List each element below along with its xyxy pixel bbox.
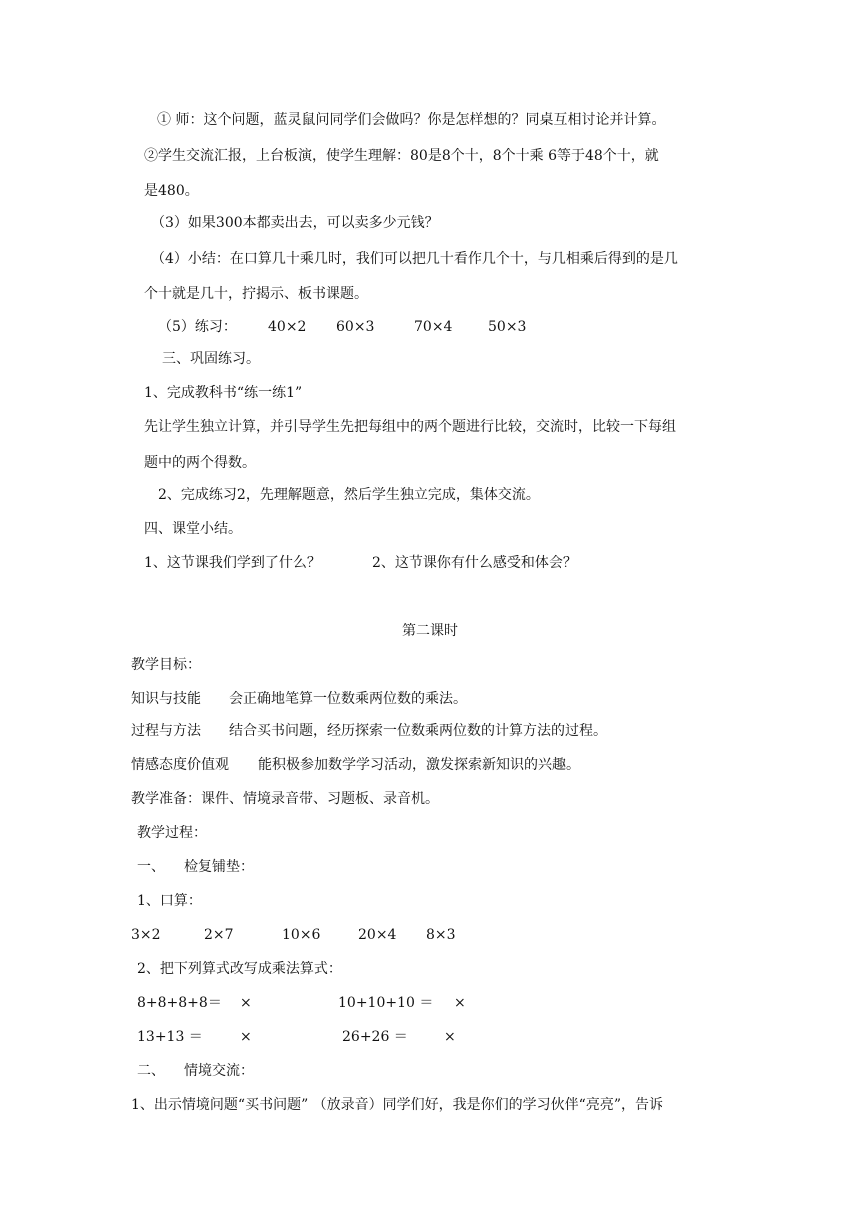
rewrite-expression: 10+10+10 ＝ (338, 995, 434, 1011)
section-number: 一、 (137, 859, 165, 875)
objective-label: 知识与技能 (131, 691, 201, 707)
practice-item: 40×2 (268, 319, 307, 335)
rewrite-expression: 8+8+8+8＝ (137, 995, 222, 1011)
oral-calc-item: 20×4 (358, 927, 397, 943)
objective-label: 过程与方法 (131, 723, 201, 739)
section-heading: 四、课堂小结。 (144, 521, 242, 537)
paragraph-line: 2、把下列算式改写成乘法算式： (137, 961, 342, 977)
multiply-blank: × (240, 995, 252, 1011)
paragraph-line: 题中的两个得数。 (144, 455, 256, 471)
preparation-line: 教学准备：课件、情境录音带、习题板、录音机。 (131, 791, 439, 807)
practice-item: 70×4 (414, 319, 453, 335)
summary-question: 2、这节课你有什么感受和体会？ (372, 555, 577, 571)
practice-label: （5）练习： (158, 319, 237, 335)
objective-label: 情感态度价值观 (131, 757, 229, 773)
section-heading: 三、巩固练习。 (162, 351, 260, 367)
paragraph-line: （4）小结：在口算几十乘几时，我们可以把几十看作几个十，与几相乘后得到的是几 (151, 251, 678, 267)
multiply-blank: × (454, 995, 466, 1011)
paragraph-line: 先让学生独立计算，并引导学生先把每组中的两个题进行比较，交流时，比较一下每组 (144, 419, 676, 435)
section-number: 二、 (137, 1063, 165, 1079)
objective-text: 能积极参加数学学习活动，激发探索新知识的兴趣。 (258, 757, 580, 773)
rewrite-expression: 13+13 ＝ (137, 1029, 203, 1045)
objective-text: 会正确地笔算一位数乘两位数的乘法。 (229, 691, 467, 707)
oral-calc-item: 3×2 (131, 927, 161, 943)
section-title: 检复铺垫： (184, 859, 254, 875)
practice-item: 50×3 (488, 319, 527, 335)
paragraph-line: 2、完成练习2，先理解题意，然后学生独立完成，集体交流。 (158, 487, 540, 503)
oral-calc-item: 10×6 (282, 927, 321, 943)
paragraph-line: 1、出示情境问题“买书问题” （放录音）同学们好，我是你们的学习伙伴“亮亮”，告诉 (131, 1097, 663, 1113)
section-title: 情境交流： (184, 1063, 254, 1079)
rewrite-expression: 26+26 ＝ (342, 1029, 408, 1045)
paragraph-line: 1、口算： (137, 893, 202, 909)
paragraph-line: 是480。 (144, 183, 199, 199)
paragraph-line: （3）如果300本都卖出去，可以卖多少元钱？ (151, 215, 439, 231)
objectives-heading: 教学目标： (131, 657, 201, 673)
practice-item: 60×3 (336, 319, 375, 335)
paragraph-line: ① 师：这个问题，蓝灵鼠问同学们会做吗？你是怎样想的？同桌互相讨论并计算。 (157, 112, 666, 128)
process-heading: 教学过程： (137, 825, 207, 841)
oral-calc-item: 2×7 (204, 927, 234, 943)
multiply-blank: × (444, 1029, 456, 1045)
summary-question: 1、这节课我们学到了什么？ (144, 555, 321, 571)
multiply-blank: × (240, 1029, 252, 1045)
lesson-title: 第二课时 (402, 623, 458, 639)
objective-text: 结合买书问题，经历探索一位数乘两位数的计算方法的过程。 (229, 723, 607, 739)
paragraph-line: ②学生交流汇报，上台板演，使学生理解：80是8个十，8个十乘 6等于48个十，就 (144, 148, 659, 164)
paragraph-line: 个十就是几十，拧揭示、板书课题。 (144, 286, 368, 302)
oral-calc-item: 8×3 (426, 927, 456, 943)
paragraph-line: 1、完成教科书“练一练1” (144, 385, 303, 401)
